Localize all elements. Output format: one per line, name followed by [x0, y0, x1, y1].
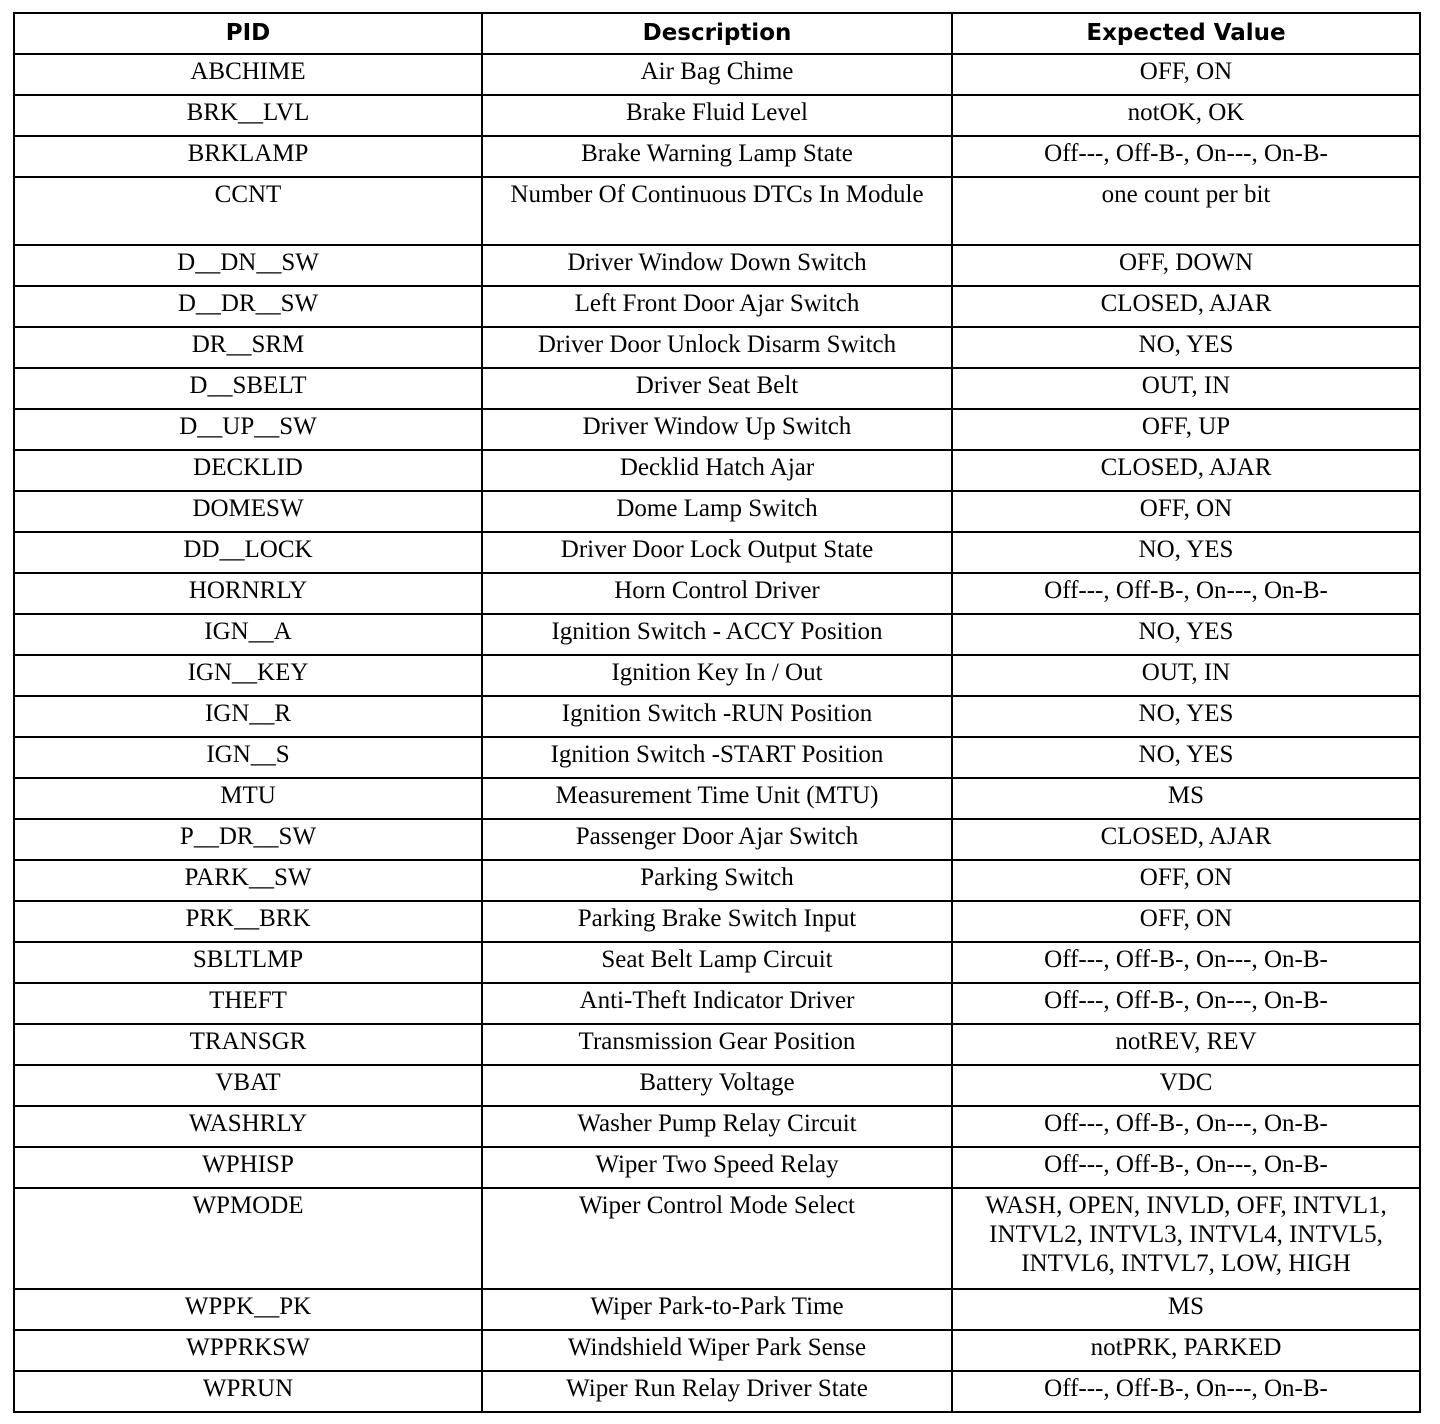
cell-description: Number Of Continuous DTCs In Module: [482, 177, 952, 245]
cell-description: Driver Door Unlock Disarm Switch: [482, 327, 952, 368]
cell-pid: PRK__BRK: [14, 901, 482, 942]
table-row: [14, 1147, 1420, 1188]
table-row: [14, 532, 1420, 573]
cell-description: Anti-Theft Indicator Driver: [482, 983, 952, 1024]
cell-pid: CCNT: [14, 177, 482, 245]
table-body: [14, 54, 1420, 1412]
table-header: [14, 13, 1420, 54]
cell-pid: IGN__KEY: [14, 655, 482, 696]
header-row: [14, 13, 1420, 54]
table-row: [14, 491, 1420, 532]
cell-pid: TRANSGR: [14, 1024, 482, 1065]
table-row: [14, 54, 1420, 95]
cell-pid: DD__LOCK: [14, 532, 482, 573]
pid-table: [13, 12, 1421, 1413]
cell-pid: DR__SRM: [14, 327, 482, 368]
cell-expected-value: CLOSED, AJAR: [952, 286, 1420, 327]
cell-pid: WPMODE: [14, 1188, 482, 1289]
table-row: [14, 696, 1420, 737]
table-row: [14, 983, 1420, 1024]
cell-description: Ignition Key In / Out: [482, 655, 952, 696]
cell-description: Brake Fluid Level: [482, 95, 952, 136]
cell-pid: IGN__R: [14, 696, 482, 737]
cell-expected-value: WASH, OPEN, INVLD, OFF, INTVL1, INTVL2, INTVL3, INTVL4, INTVL5, INTVL6, INTVL7, LOW, HIGH: [952, 1188, 1420, 1289]
cell-pid: DOMESW: [14, 491, 482, 532]
cell-pid: D__SBELT: [14, 368, 482, 409]
table-row: [14, 368, 1420, 409]
cell-pid: P__DR__SW: [14, 819, 482, 860]
cell-description: Driver Window Up Switch: [482, 409, 952, 450]
cell-expected-value: CLOSED, AJAR: [952, 450, 1420, 491]
cell-expected-value: NO, YES: [952, 696, 1420, 737]
cell-description: Seat Belt Lamp Circuit: [482, 942, 952, 983]
cell-expected-value: Off---, Off-B-, On---, On-B-: [952, 983, 1420, 1024]
cell-pid: D__DR__SW: [14, 286, 482, 327]
cell-description: Wiper Park-to-Park Time: [482, 1289, 952, 1330]
cell-expected-value: NO, YES: [952, 532, 1420, 573]
cell-expected-value: notREV, REV: [952, 1024, 1420, 1065]
cell-description: Decklid Hatch Ajar: [482, 450, 952, 491]
table-row: [14, 1188, 1420, 1289]
cell-pid: D__UP__SW: [14, 409, 482, 450]
table-row: [14, 327, 1420, 368]
header-expected-value: Expected Value: [952, 13, 1420, 54]
cell-description: Air Bag Chime: [482, 54, 952, 95]
cell-expected-value: OFF, UP: [952, 409, 1420, 450]
cell-pid: WPRUN: [14, 1371, 482, 1412]
cell-pid: VBAT: [14, 1065, 482, 1106]
cell-description: Left Front Door Ajar Switch: [482, 286, 952, 327]
cell-pid: IGN__A: [14, 614, 482, 655]
cell-pid: MTU: [14, 778, 482, 819]
cell-description: Ignition Switch -START Position: [482, 737, 952, 778]
cell-expected-value: MS: [952, 778, 1420, 819]
cell-description: Ignition Switch - ACCY Position: [482, 614, 952, 655]
cell-expected-value: NO, YES: [952, 327, 1420, 368]
cell-description: Transmission Gear Position: [482, 1024, 952, 1065]
cell-description: Horn Control Driver: [482, 573, 952, 614]
cell-expected-value: Off---, Off-B-, On---, On-B-: [952, 1371, 1420, 1412]
table-row: [14, 737, 1420, 778]
cell-pid: D__DN__SW: [14, 245, 482, 286]
table-row: [14, 1371, 1420, 1412]
cell-expected-value: notOK, OK: [952, 95, 1420, 136]
cell-expected-value: Off---, Off-B-, On---, On-B-: [952, 573, 1420, 614]
table-row: [14, 778, 1420, 819]
cell-description: Dome Lamp Switch: [482, 491, 952, 532]
cell-pid: PARK__SW: [14, 860, 482, 901]
cell-expected-value: OFF, ON: [952, 901, 1420, 942]
cell-description: Wiper Run Relay Driver State: [482, 1371, 952, 1412]
table-row: [14, 1024, 1420, 1065]
cell-expected-value: OFF, ON: [952, 860, 1420, 901]
table-row: [14, 177, 1420, 245]
table-row: [14, 1330, 1420, 1371]
cell-expected-value: OUT, IN: [952, 368, 1420, 409]
table-row: [14, 136, 1420, 177]
cell-pid: DECKLID: [14, 450, 482, 491]
cell-expected-value: Off---, Off-B-, On---, On-B-: [952, 1106, 1420, 1147]
cell-expected-value: MS: [952, 1289, 1420, 1330]
cell-pid: WASHRLY: [14, 1106, 482, 1147]
cell-expected-value: OFF, ON: [952, 54, 1420, 95]
cell-pid: HORNRLY: [14, 573, 482, 614]
cell-pid: WPPK__PK: [14, 1289, 482, 1330]
cell-pid: THEFT: [14, 983, 482, 1024]
cell-description: Wiper Two Speed Relay: [482, 1147, 952, 1188]
table-row: [14, 819, 1420, 860]
cell-pid: ABCHIME: [14, 54, 482, 95]
cell-expected-value: OFF, DOWN: [952, 245, 1420, 286]
table-row: [14, 1106, 1420, 1147]
table-row: [14, 245, 1420, 286]
cell-description: Driver Door Lock Output State: [482, 532, 952, 573]
cell-expected-value: notPRK, PARKED: [952, 1330, 1420, 1371]
cell-description: Parking Brake Switch Input: [482, 901, 952, 942]
header-description: Description: [482, 13, 952, 54]
table-row: [14, 655, 1420, 696]
cell-expected-value: Off---, Off-B-, On---, On-B-: [952, 942, 1420, 983]
cell-pid: SBLTLMP: [14, 942, 482, 983]
cell-description: Measurement Time Unit (MTU): [482, 778, 952, 819]
cell-description: Driver Seat Belt: [482, 368, 952, 409]
cell-expected-value: OFF, ON: [952, 491, 1420, 532]
cell-expected-value: OUT, IN: [952, 655, 1420, 696]
table-row: [14, 614, 1420, 655]
cell-pid: BRK__LVL: [14, 95, 482, 136]
cell-description: Wiper Control Mode Select: [482, 1188, 952, 1289]
table-row: [14, 860, 1420, 901]
cell-description: Brake Warning Lamp State: [482, 136, 952, 177]
table-row: [14, 1065, 1420, 1106]
cell-description: Washer Pump Relay Circuit: [482, 1106, 952, 1147]
cell-description: Ignition Switch -RUN Position: [482, 696, 952, 737]
table-row: [14, 450, 1420, 491]
cell-expected-value: NO, YES: [952, 614, 1420, 655]
cell-pid: IGN__S: [14, 737, 482, 778]
cell-expected-value: NO, YES: [952, 737, 1420, 778]
cell-expected-value: CLOSED, AJAR: [952, 819, 1420, 860]
table-row: [14, 409, 1420, 450]
table-row: [14, 942, 1420, 983]
cell-pid: BRKLAMP: [14, 136, 482, 177]
table-row: [14, 95, 1420, 136]
table-row: [14, 901, 1420, 942]
cell-description: Battery Voltage: [482, 1065, 952, 1106]
cell-expected-value: Off---, Off-B-, On---, On-B-: [952, 1147, 1420, 1188]
table-row: [14, 1289, 1420, 1330]
cell-description: Windshield Wiper Park Sense: [482, 1330, 952, 1371]
cell-pid: WPHISP: [14, 1147, 482, 1188]
table-row: [14, 286, 1420, 327]
cell-pid: WPPRKSW: [14, 1330, 482, 1371]
cell-expected-value: one count per bit: [952, 177, 1420, 245]
cell-description: Parking Switch: [482, 860, 952, 901]
cell-expected-value: Off---, Off-B-, On---, On-B-: [952, 136, 1420, 177]
table-row: [14, 573, 1420, 614]
cell-description: Passenger Door Ajar Switch: [482, 819, 952, 860]
cell-description: Driver Window Down Switch: [482, 245, 952, 286]
header-pid: PID: [14, 13, 482, 54]
cell-expected-value: VDC: [952, 1065, 1420, 1106]
